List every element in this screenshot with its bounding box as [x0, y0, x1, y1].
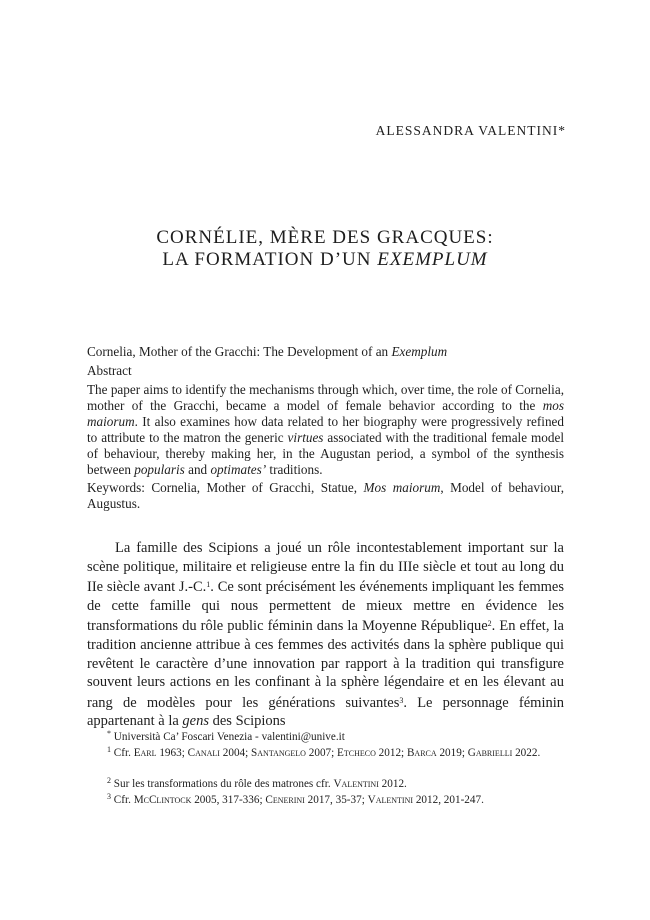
footnote-mark: 3 [107, 792, 111, 801]
abstract-italic: mos maiorum [87, 398, 564, 429]
footnote-author: Earl [133, 747, 157, 759]
keywords [87, 480, 564, 512]
footnote-text: 2004; [219, 747, 252, 759]
abstract-body [87, 382, 564, 478]
abstract-text: traditions. [266, 462, 323, 477]
title-line-1: CORNÉLIE, MÈRE DES GRACQUES: [156, 227, 494, 248]
footnote-text: 2019; [436, 747, 468, 759]
author-name: ALESSANDRA VALENTINI* [375, 123, 566, 138]
footnote-author: Valentini [333, 778, 379, 790]
body-text: . Ce sont précisément les événements impliquant les femmes de cette famille qui nous permettent de mieux mettre en évidence les transformations du rôle public féminin dans la Moyenne République [87, 579, 564, 635]
keywords-text: Keywords: Cornelia, Mother of Gracchi, Statue, [87, 480, 364, 495]
abstract-text: and [184, 462, 211, 477]
footnote-3 [87, 789, 564, 809]
abstract-text: associated with the traditional female model of behaviour, thereby making her, in the Augustan period, a symbol of the synthesis between [87, 430, 564, 477]
footnote-author: Cenerini [265, 794, 305, 806]
body-text: La famille des Scipions a joué un rôle incontestablement important sur la scène politique, militaire et religieuse entre la fin du IIIe siècle et tout au long du IIe siècle avant J.-C. [87, 540, 564, 596]
english-title-prefix: Cornelia, Mother of the Gracchi: The Development of an [87, 344, 392, 359]
english-title-italic: Exemplum [391, 344, 448, 359]
footnote-author: Barca [406, 747, 437, 759]
footnote-text: Università Ca’ Foscari Venezia - valentini@unive.it [113, 731, 345, 743]
article-title [0, 227, 650, 271]
footnote-text: Cfr. [113, 794, 134, 806]
footnote-1 [87, 742, 564, 762]
abstract-italic: virtues [287, 430, 324, 445]
body-paragraph [87, 539, 564, 731]
body-text: . Le personnage féminin appartenant à la [87, 694, 564, 730]
footnote-text: 2022. [512, 747, 541, 759]
body-text: . En effet, la tradition ancienne attribue à ces femmes des activités dans la sphère publique qui revêtent le caractère d’une innovation par rapport à la tradition qui transfigure souvent leurs actions en les confinant à la sphère légendaire et en les élevant au rang de modèles pour les générations suivantes [87, 618, 564, 711]
footnote-text: 2007; [305, 747, 338, 759]
abstract-italic: popularis [134, 462, 185, 477]
body-italic: gens [182, 713, 209, 730]
abstract-text: The paper aims to identify the mechanisms through which, over time, the role of Cornelia, mother of the Gracchi, became a model of female behavior according to the [87, 382, 564, 413]
abstract-text: . It also examines how data related to her biography were progressively refined to attribute to the matron the generic [87, 414, 564, 445]
footnote-ref: 3 [399, 695, 404, 705]
footnote-mark: * [107, 729, 111, 738]
footnote-text: 2012. [378, 778, 407, 790]
footnote-text: 2012; [375, 747, 407, 759]
footnote-text: Cfr. [113, 747, 134, 759]
footnote-author: Etcheco [337, 747, 376, 759]
footnote-text: 2005, 317-336; [191, 794, 266, 806]
footnote-ref: 1 [206, 580, 211, 590]
abstract-italic: optimates’ [210, 462, 267, 477]
body-text: des Scipions [209, 713, 286, 730]
footnote-author: Santangelo [251, 747, 306, 759]
title-line-2-prefix: LA FORMATION D’UN [162, 249, 378, 270]
footnote-mark: 1 [107, 745, 111, 754]
footnote-author: Valentini [367, 794, 414, 806]
footnote-text: Sur les transformations du rôle des matrones cfr. [113, 778, 334, 790]
footnote-author: Gabrielli [467, 747, 513, 759]
footnote-author: McClintock [133, 794, 192, 806]
footnote-author: Canali [187, 747, 220, 759]
footnote-text: 1963; [156, 747, 188, 759]
english-title [87, 344, 564, 360]
abstract-label: Abstract [87, 363, 132, 378]
keywords-text: , Model of behaviour, Augustus. [87, 480, 564, 511]
keywords-italic: Mos maiorum [363, 480, 441, 495]
main-text [87, 539, 564, 731]
footnote-mark: 2 [107, 776, 111, 785]
footnote-text: 2012, 201-247. [413, 794, 484, 806]
title-line-2 [0, 249, 650, 271]
footnote-text: 2017, 35-37; [304, 794, 368, 806]
footnote-ref: 2 [487, 619, 492, 629]
title-line-2-italic: EXEMPLUM [377, 249, 488, 270]
